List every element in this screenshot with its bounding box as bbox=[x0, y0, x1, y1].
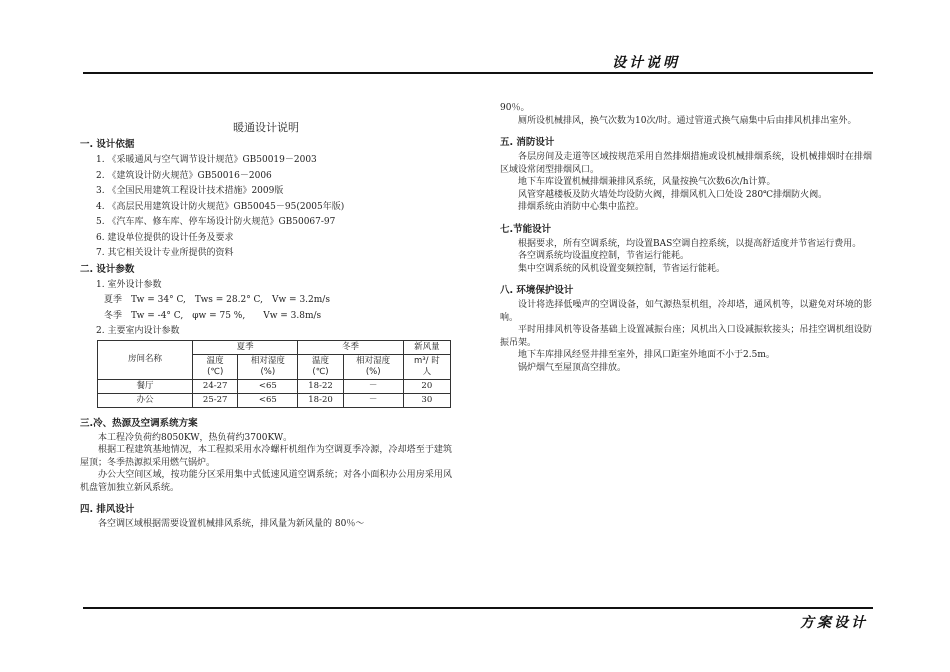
paragraph: 设计将选择低噪声的空调设备，如气源热泵机组，冷却塔，通风机等，以避免对环境的影响。 bbox=[500, 300, 872, 323]
rh-unit: (%) bbox=[365, 366, 381, 377]
section-environment-title: 八. 环境保护设计 bbox=[500, 285, 574, 296]
paragraph: 地下车库排风经竖井排至室外，排风口距室外地面不小于2.5m。 bbox=[518, 350, 775, 360]
paragraph: 各空调区域根据需要设置机械排风系统，排风量为新风量的 80％～ bbox=[98, 519, 365, 529]
paragraph: 各层房间及走道等区域按规范采用自然排烟措施或设机械排烟系统，设机械排烟时在排烟区域设常闭型排烟风口。 bbox=[500, 152, 872, 175]
section-basis-title: 一. 设计依据 bbox=[80, 139, 135, 150]
footer-divider bbox=[83, 607, 873, 609]
section-fire-title: 五. 消防设计 bbox=[500, 137, 555, 148]
basis-item: 1. 《采暖通风与空气调节设计规范》GB50019－2003 bbox=[96, 155, 317, 165]
winter-outdoor-params: 冬季 Tw = -4° C, φw = 75 %, Vw = 3.8m/s bbox=[104, 310, 322, 321]
summer-rh-cell: <65 bbox=[238, 393, 298, 407]
header-divider bbox=[83, 72, 873, 74]
rh-unit: (%) bbox=[260, 366, 276, 377]
header-title: 设计说明 bbox=[612, 55, 680, 71]
section-source-title: 三.冷、热源及空调系统方案 bbox=[80, 417, 198, 429]
summer-rh-header bbox=[238, 354, 298, 379]
winter-header: 冬季 bbox=[298, 340, 403, 354]
rh-label: 相对湿度 bbox=[356, 355, 391, 366]
summer-header: 夏季 bbox=[193, 340, 298, 354]
right-column bbox=[500, 102, 872, 374]
winter-temp-header bbox=[298, 354, 343, 379]
winter-rh-cell: － bbox=[343, 379, 403, 393]
room-cell: 餐厅 bbox=[98, 379, 193, 393]
paragraph: 锅炉烟气至屋顶高空排放。 bbox=[518, 362, 627, 373]
paragraph: 地下车库设置机械排烟兼排风系统，风量按换气次数6次/h计算。 bbox=[518, 177, 776, 187]
paragraph: 厕所设机械排风，换气次数为10次/时。通过管道式换气扇集中后由排风机排出室外。 bbox=[518, 115, 857, 126]
basis-item: 6. 建设单位提供的设计任务及要求 bbox=[96, 232, 234, 243]
basis-item: 5. 《汽车库、修车库、停车场设计防火规范》GB50067-97 bbox=[96, 217, 336, 227]
section-energy-title: 七.节能设计 bbox=[500, 223, 552, 235]
indoor-params-table bbox=[97, 340, 451, 408]
basis-item: 4. 《高层民用建筑设计防火规范》GB50045－95(2005年版) bbox=[96, 201, 345, 212]
winter-temp-cell: 18-20 bbox=[298, 393, 343, 407]
winter-rh-cell: － bbox=[343, 393, 403, 407]
section-exhaust-title: 四. 排风设计 bbox=[80, 504, 135, 515]
winter-temp-cell: 18-22 bbox=[298, 379, 343, 393]
table-row bbox=[98, 393, 451, 407]
indoor-params-heading: 2. 主要室内设计参数 bbox=[96, 326, 180, 336]
summer-temp-cell: 24-27 bbox=[193, 379, 238, 393]
paragraph: 本工程冷负荷约8050KW，热负荷约3700KW。 bbox=[98, 432, 293, 443]
paragraph: 根据要求，所有空调系统，均设置BAS空调自控系统，以提高舒适度并节省运行费用。 bbox=[518, 238, 862, 249]
summer-temp-header bbox=[193, 354, 238, 379]
room-cell: 办公 bbox=[98, 393, 193, 407]
basis-item: 3. 《全国民用建筑工程设计技术措施》2009版 bbox=[96, 186, 284, 196]
fresh-air-unit-header bbox=[403, 354, 450, 379]
basis-item: 7. 其它相关设计专业所提供的资料 bbox=[96, 248, 234, 258]
paragraph: 排烟系统由消防中心集中监控。 bbox=[518, 202, 645, 212]
temp-unit: (℃) bbox=[312, 366, 329, 377]
outdoor-params-heading: 1. 室外设计参数 bbox=[96, 279, 162, 290]
section-params-title: 二. 设计参数 bbox=[80, 263, 135, 275]
winter-rh-header bbox=[343, 354, 403, 379]
paragraph: 根据工程建筑基地情况，本工程拟采用水冷螺杆机组作为空调夏季冷源，冷却塔至于建筑屋顶；冬季热源拟采用燃气锅炉。 bbox=[80, 445, 452, 468]
summer-temp-cell: 25-27 bbox=[193, 393, 238, 407]
rh-label: 相对湿度 bbox=[250, 355, 285, 366]
document-title: 暖通设计说明 bbox=[233, 121, 299, 134]
table-row bbox=[98, 379, 451, 393]
paragraph: 风管穿越楼板及防火墙处均设防火阀，排烟风机入口处设 280℃排烟防火阀。 bbox=[518, 189, 828, 200]
temp-unit: (℃) bbox=[207, 366, 224, 377]
paragraph: 各空调系统均设温度控制，节省运行能耗。 bbox=[518, 251, 690, 261]
fresh-air-cell: 20 bbox=[403, 379, 450, 393]
temp-label: 温度 bbox=[312, 355, 330, 366]
paragraph: 平时用排风机等设备基础上设置减振台座；风机出入口设减振软接头；吊挂空调机组设防振吊架。 bbox=[500, 325, 872, 348]
fresh-air-header: 新风量 bbox=[403, 340, 450, 354]
temp-label: 温度 bbox=[206, 355, 224, 366]
air-unit-person: 人 bbox=[422, 366, 432, 377]
fresh-air-cell: 30 bbox=[403, 393, 450, 407]
paragraph-continuation: 90％。 bbox=[500, 103, 530, 113]
summer-rh-cell: <65 bbox=[238, 379, 298, 393]
basis-item: 2. 《建筑设计防火规范》GB50016－2006 bbox=[96, 170, 272, 181]
left-column bbox=[80, 118, 452, 531]
summer-outdoor-params: 夏季 Tw = 34° C, Tws = 28.2° C, Vw = 3.2m/s bbox=[104, 295, 330, 305]
room-name-header: 房间名称 bbox=[98, 340, 193, 379]
paragraph: 集中空调系统的风机设置变频控制，节省运行能耗。 bbox=[518, 263, 726, 274]
footer-title: 方案设计 bbox=[800, 615, 868, 631]
paragraph: 办公大空间区域，按功能分区采用集中式低速风道空调系统；对各小面积办公用房采用风机盘管加独立新风系统。 bbox=[80, 470, 452, 493]
air-unit: m³/ 时 bbox=[413, 355, 440, 366]
